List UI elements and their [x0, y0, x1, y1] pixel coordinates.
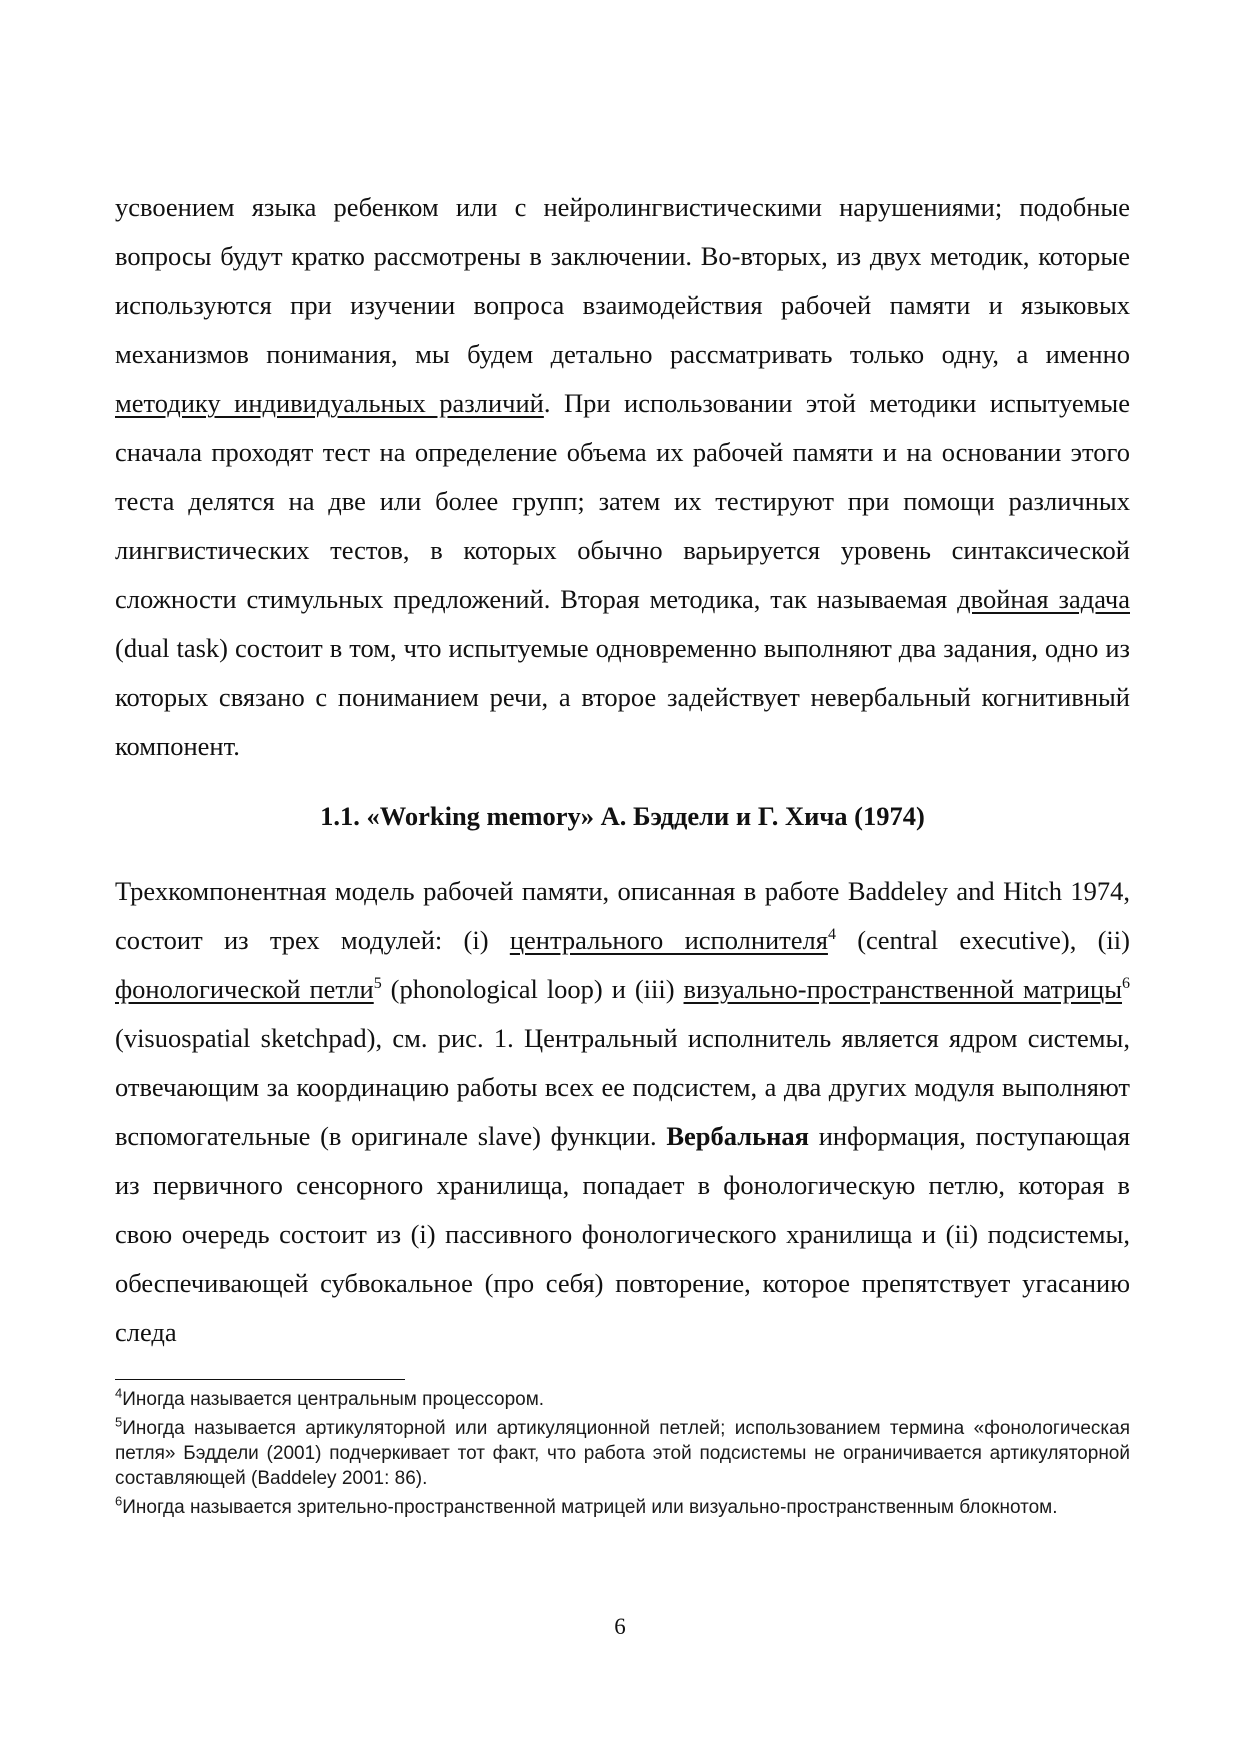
- paragraph-text: усвоением языка ребенком или с нейролингвистическими нарушениями; подобные вопросы будут кратко рассмотрены в заключении. Во-вторых, из двух методик, которые используются при изучении вопроса взаимодействия рабочей памяти и языковых механизмов понимания, мы будем детально рассматривать только одну, а именно: [115, 192, 1130, 369]
- footnote-6: [115, 1495, 1130, 1520]
- paragraph-text: (central executive), (ii): [835, 925, 1130, 955]
- footnote-ref-5: 5: [373, 975, 382, 993]
- paragraph-text: (phonological loop) и (iii): [381, 974, 684, 1004]
- footnote-marker: 4: [115, 1385, 123, 1401]
- footnote-5: [115, 1416, 1130, 1491]
- bold-term-verbal: Вербальная: [666, 1121, 810, 1151]
- term-central-executive: центрального исполнителя: [509, 925, 828, 955]
- footnote-text: Иногда называется артикуляторной или артикуляционной петлей; использованием термина «фонологическая петля» Бэддели (2001) подчеркивает тот факт, что работа этой подсистемы не ограничивается артикуляторной составляющей (Baddeley 2001: 86).: [115, 1418, 1130, 1489]
- paragraph-text: Трехкомпонентная модель рабочей памяти, описанная в работе Baddeley and Hitch 1974, состоит из трех модулей: (i): [115, 876, 1130, 955]
- body-paragraph-1: [115, 183, 1130, 771]
- paragraph-text: информация, поступающая из первичного сенсорного хранилища, попадает в фонологическую петлю, которая в свою очередь состоит из (i) пассивного фонологического хранилища и (ii) подсистемы, обеспечивающей субвокальное (про себя) повторение, которое препятствует угасанию следа: [115, 1121, 1131, 1347]
- term-individual-differences: методику индивидуальных различий: [115, 388, 544, 418]
- paragraph-text: (visuospatial sketchpad), см. рис. 1. Центральный исполнитель является ядром системы, отвечающим за координацию работы всех ее подсистем, а два других модуля выполняют вспомогательные (в оригинале slave) функции.: [115, 1023, 1130, 1151]
- footnote-ref-4: 4: [827, 926, 836, 944]
- footnote-separator: [115, 1379, 405, 1380]
- paragraph-text: . При использовании этой методики испытуемые сначала проходят тест на определение объема их рабочей памяти и на основании этого теста делятся на две или более групп; затем их тестируют при помощи различных лингвистических тестов, в которых обычно варьируется уровень синтаксической сложности стимульных предложений. Вторая методика, так называемая: [115, 388, 1130, 614]
- footnotes: [115, 1387, 1130, 1524]
- footnote-text: Иногда называется центральным процессором.: [122, 1389, 545, 1410]
- term-dual-task: двойная задача: [957, 584, 1130, 614]
- body-paragraph-2: [115, 867, 1130, 1357]
- footnote-4: [115, 1387, 1130, 1412]
- footnote-marker: 5: [115, 1414, 123, 1430]
- term-visuospatial-sketchpad: визуально-пространственной матрицы: [683, 974, 1122, 1004]
- page-number: 6: [614, 1614, 626, 1639]
- footnote-text: Иногда называется зрительно-пространственной матрицей или визуально-пространственным блокнотом.: [122, 1497, 1058, 1518]
- footnote-ref-6: 6: [1122, 975, 1130, 993]
- paragraph-text: (dual task) состоит в том, что испытуемые одновременно выполняют два задания, одно из которых связано с пониманием речи, а второе задействует невербальный когнитивный компонент.: [115, 633, 1130, 761]
- footnote-marker: 6: [115, 1493, 123, 1509]
- term-phonological-loop: фонологической петли: [115, 974, 374, 1004]
- section-heading: 1.1. «Working memory» А. Бэддели и Г. Хича (1974): [320, 801, 925, 831]
